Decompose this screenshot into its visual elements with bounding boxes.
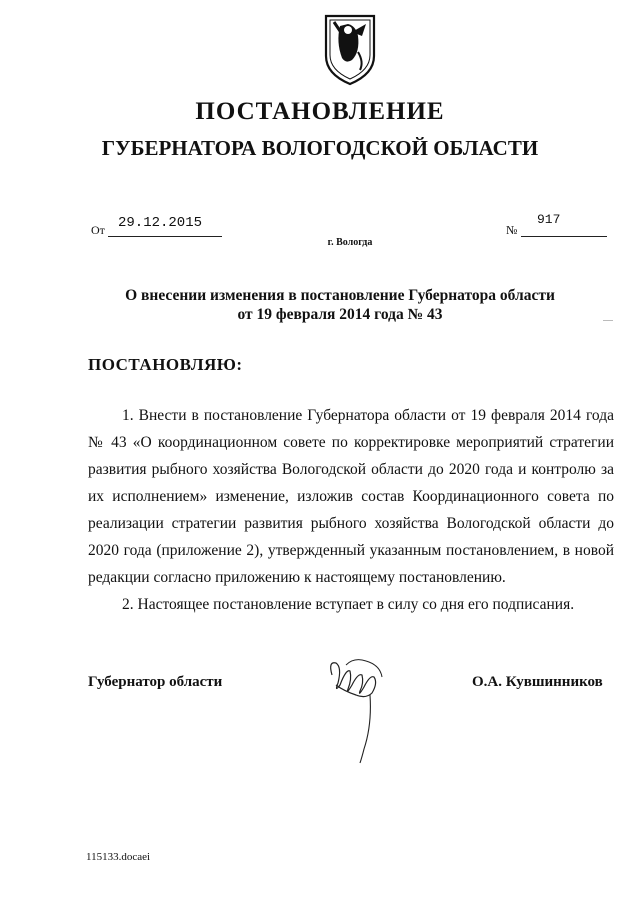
document-date: 29.12.2015 [118,215,203,231]
document-subtitle: ГУБЕРНАТОРА ВОЛОГОДСКОЙ ОБЛАСТИ [101,136,539,160]
signer-title: Губернатор области [88,674,223,690]
paragraph-1: 1. Внести в постановление Губернатора области от 19 февраля 2014 года № 43 «О координационном совете по корректировке мероприятий стратегии развития рыбного хозяйства Вологодской области до 2020 года и контролю за их исполнением» изменение, изложив состав Координационного совета по реализации стратегии развития рыбного хозяйства Вологодской области до 2020 года (приложение 2), утвержденный указанным постановлением, в новой редакции согласно приложению к настоящему постановлению. [88,407,614,586]
handwritten-signature-icon [326,655,388,765]
paragraph-2: 2. Настоящее постановление вступает в силу со дня его подписания. [122,596,575,613]
subject-line-2: от 19 февраля 2014 года № 43 [237,306,443,323]
footer-doc-id: 115133.docaei [86,851,151,863]
date-prefix: От [91,223,105,237]
document-city: г. Вологда [327,237,373,248]
document-title: ПОСТАНОВЛЕНИЕ [195,98,445,125]
document-subject [0,286,640,324]
document-body [88,402,614,618]
margin-mark [603,320,613,321]
decree-heading: ПОСТАНОВЛЯЮ: [88,355,243,374]
vologda-coat-of-arms-icon [322,12,378,88]
number-prefix: № [506,223,518,237]
signer-name: О.А. Кувшинников [472,674,603,690]
subject-line-1: О внесении изменения в постановление Губернатора области [125,287,555,304]
document-number: 917 [537,212,561,227]
